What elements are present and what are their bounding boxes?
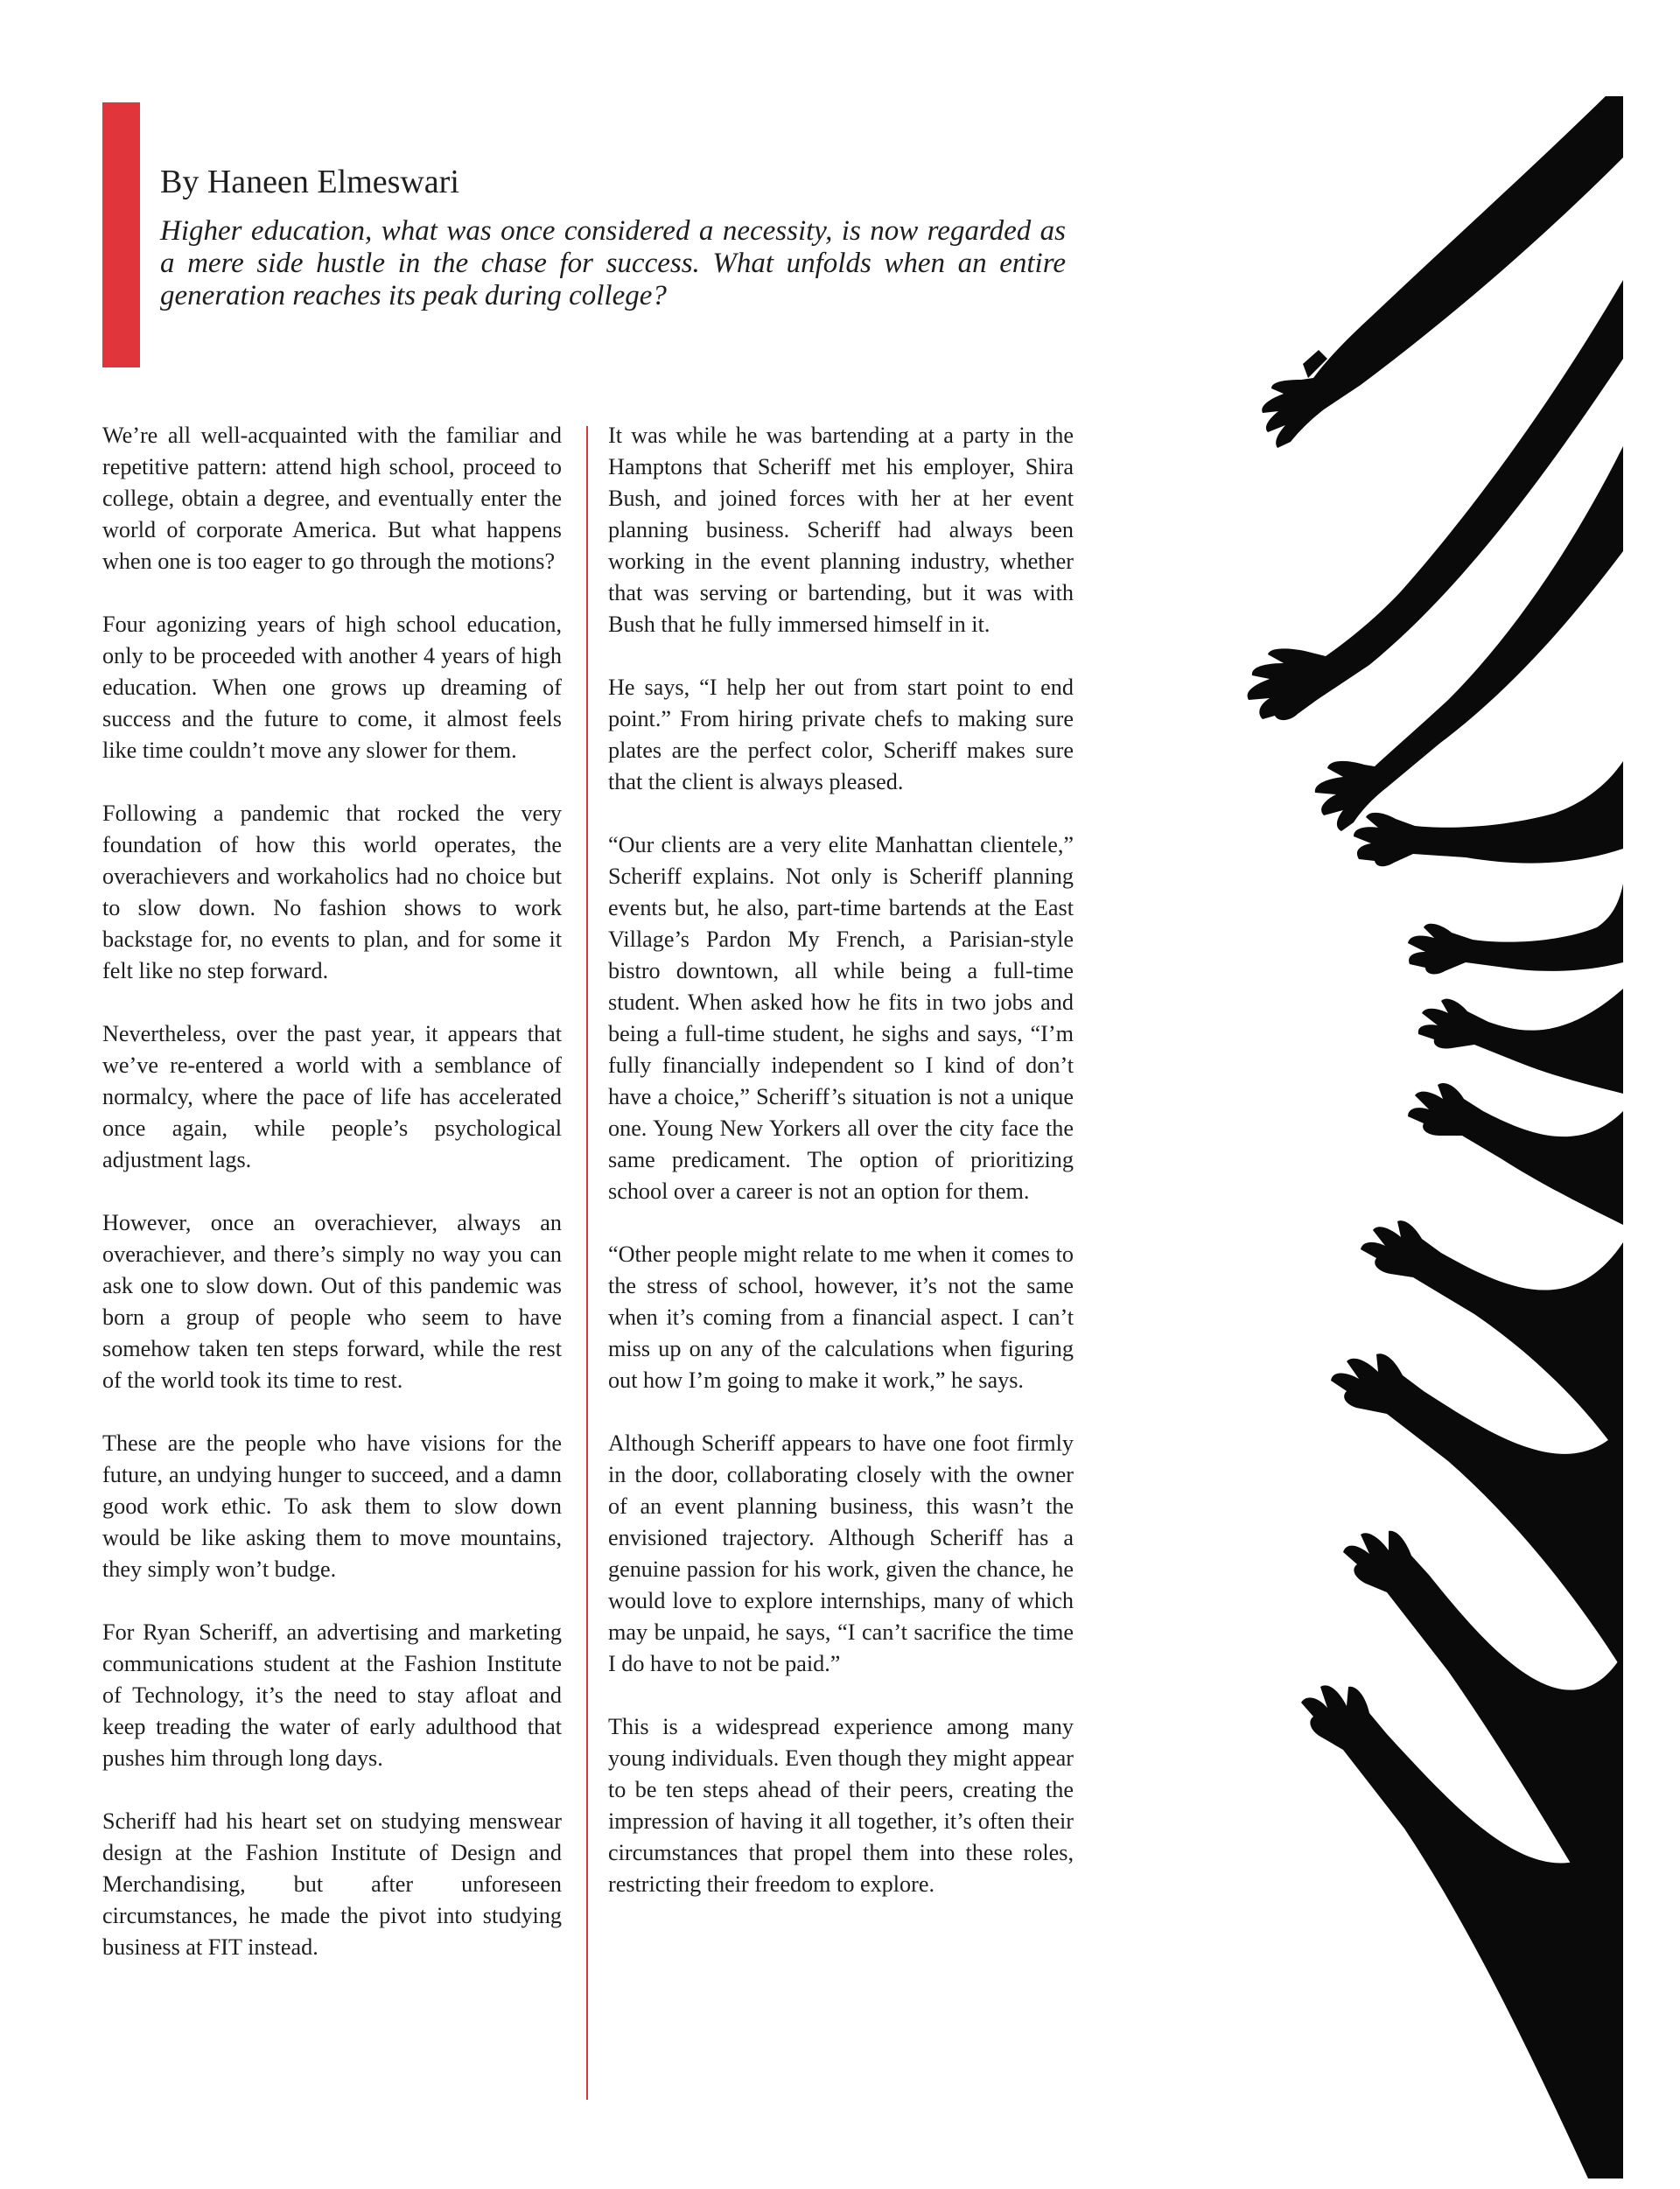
standfirst: Higher education, what was once considered a necessity, is now regarded as a mere side hustle in the chase for success. What unfolds when an entire generation reaches its peak during college? bbox=[160, 215, 1066, 311]
paragraph: Although Scheriff appears to have one foot firmly in the door, collaborating closely with the owner of an event planning business, this wasn’t the envisioned trajectory. Although Scheriff has a genuine passion for his work, given the chance, he would love to explore internships, many of which may be unpaid, he says, “I can’t sacrifice the time I do have to not be paid.” bbox=[608, 1430, 1074, 1676]
arm-silhouette bbox=[1418, 989, 1623, 1094]
paragraph: He says, “I help her out from start point to end point.” From hiring private chefs to making sure plates are the perfect color, Scheriff makes sure that the client is always pleased. bbox=[608, 675, 1074, 794]
paragraph: For Ryan Scheriff, an advertising and marketing communications student at the Fashion Institute of Technology, it’s the need to stay afloat and keep treading the water of early adulthood that pushes him through long days. bbox=[102, 1619, 562, 1771]
paragraph: Four agonizing years of high school education, only to be proceeded with another 4 years of high education. When one grows up dreaming of success and the future to come, it almost feels like time couldn’t move any slower for them. bbox=[102, 612, 562, 763]
column-divider bbox=[586, 426, 588, 2100]
paragraph: Scheriff had his heart set on studying menswear design at the Fashion Institute of Design and Merchandising, but after unforeseen circumstances, he made the pivot into studying business at FIT instead. bbox=[102, 1808, 562, 1960]
paragraph: Nevertheless, over the past year, it appears that we’ve re-entered a world with a semblance of normalcy, where the pace of life has accelerated once again, while people’s psychological adjustment lags. bbox=[102, 1021, 562, 1172]
arm-silhouette bbox=[1361, 1220, 1623, 1461]
paragraph: “Other people might relate to me when it comes to the stress of school, however, it’s not the same when it’s coming from a financial aspect. I can’t miss up on any of the calculations when figuring out how I’m going to make it work,” he says. bbox=[608, 1241, 1074, 1393]
left-column bbox=[102, 420, 562, 1995]
arm-silhouette bbox=[1248, 280, 1623, 720]
right-column bbox=[608, 420, 1074, 1932]
paragraph: We’re all well-acquainted with the familiar and repetitive pattern: attend high school, proceed to college, obtain a degree, and eventually enter the world of corporate America. But what happens when one is too eager to go through the motions? bbox=[102, 423, 562, 574]
paragraph: It was while he was bartending at a party in the Hamptons that Scheriff met his employer, Shira Bush, and joined forces with her at her event planning business. Scheriff had always been working in the event planning industry, whether that was serving or bartending, but it was with Bush that he fully immersed himself in it. bbox=[608, 423, 1074, 637]
paragraph: Following a pandemic that rocked the very foundation of how this world operates, the overachievers and workaholics had no choice but to slow down. No fashion shows to work backstage for, no events to plan, and for some it felt like no step forward. bbox=[102, 801, 562, 983]
byline: By Haneen Elmeswari bbox=[160, 164, 459, 200]
paragraph: This is a widespread experience among many young individuals. Even though they might appear to be ten steps ahead of their peers, creating the impression of having it all together, it’s often their circumstances that propel them into these roles, restricting their freedom to explore. bbox=[608, 1714, 1074, 1897]
arm-silhouette bbox=[1408, 884, 1623, 974]
arm-silhouette bbox=[1408, 1083, 1623, 1225]
accent-bar bbox=[102, 102, 140, 367]
reaching-hands-illustration bbox=[1098, 96, 1623, 2179]
paragraph: These are the people who have visions for the future, an undying hunger to succeed, and a damn good work ethic. To ask them to slow down would be like asking them to move mountains, they simply won’t budge. bbox=[102, 1430, 562, 1582]
paragraph: “Our clients are a very elite Manhattan clientele,” Scheriff explains. Not only is Scheriff planning events but, he also, part-time bartends at the East Village’s Pardon My French, a Parisian-style bistro downtown, all while being a full-time student. When asked how he fits in two jobs and being a full-time student, he sighs and says, “I’m fully financially independent so I kind of don’t have a choice,” Scheriff’s situation is not a unique one. Young New Yorkers all over the city face the same predicament. The option of prioritizing school over a career is not an option for them. bbox=[608, 832, 1074, 1204]
paragraph: However, once an overachiever, always an overachiever, and there’s simply no way you can ask one to slow down. Out of this pandemic was born a group of people who seem to have somehow taken ten steps forward, while the rest of the world took its time to rest. bbox=[102, 1210, 562, 1393]
